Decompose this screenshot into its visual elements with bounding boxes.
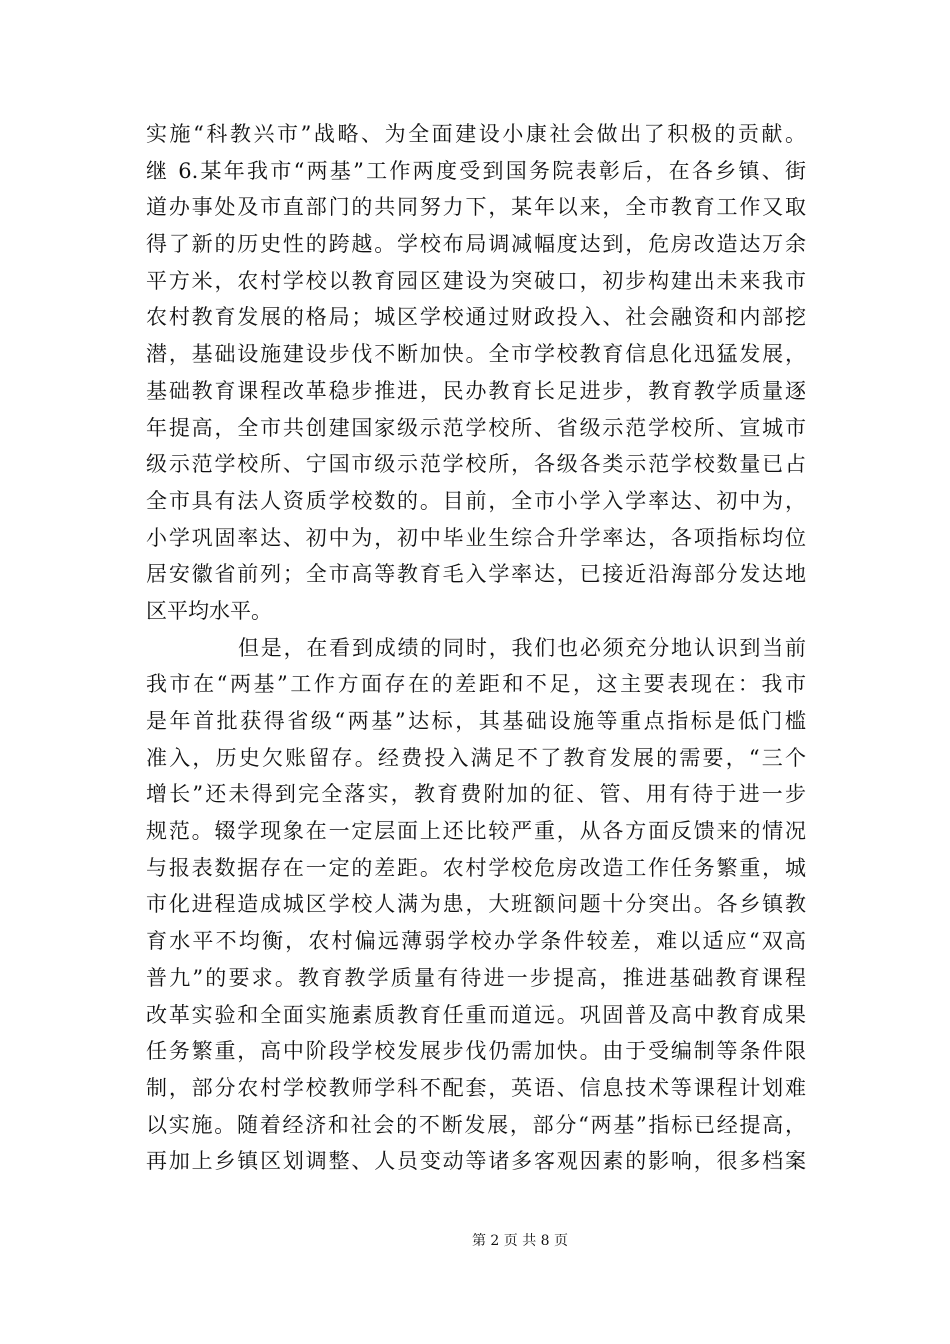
text-line: 规范。辍学现象在一定层面上还比较严重，从各方面反馈来的情况 [146, 819, 806, 844]
text-line: 道办事处及市直部门的共同努力下，某年以来，全市教育工作又取 [146, 195, 806, 220]
text-line: 居安徽省前列；全市高等教育毛入学率达，已接近沿海部分发达地 [146, 562, 806, 587]
text-line: 与报表数据存在一定的差距。农村学校危房改造工作任务繁重，城 [146, 855, 806, 880]
text-line: 增长”还未得到完全落实，教育费附加的征、管、用有待于进一步 [146, 782, 806, 807]
text-line: 小学巩固率达、初中为，初中毕业生综合升学率达，各项指标均位 [146, 525, 806, 550]
document-body [146, 116, 806, 1180]
text-line: 普九”的要求。教育教学质量有待进一步提高，推进基础教育课程 [146, 965, 806, 990]
text-line: 全市具有法人资质学校数的。目前，全市小学入学率达、初中为， [146, 488, 806, 513]
text-line: 再加上乡镇区划调整、人员变动等诸多客观因素的影响，很多档案 [146, 1149, 806, 1174]
text-line: 市化进程造成城区学校人满为患，大班额问题十分突出。各乡镇教 [146, 892, 806, 917]
text-line: 但是，在看到成绩的同时，我们也必须充分地认识到当前 [238, 635, 806, 660]
text-line: 潜，基础设施建设步伐不断加快。全市学校教育信息化迅猛发展， [146, 342, 806, 367]
text-line: 基础教育课程改革稳步推进，民办教育长足进步，教育教学质量逐 [146, 378, 806, 403]
text-line: 得了新的历史性的跨越。学校布局调减幅度达到，危房改造达万余 [146, 232, 806, 257]
text-line: 平方米，农村学校以教育园区建设为突破口，初步构建出未来我市 [146, 268, 806, 293]
page-number: 第 2 页 共 8 页 [471, 1233, 569, 1249]
text-line: 实施“科教兴市”战略、为全面建设小康社会做出了积极的贡献。 [146, 122, 806, 146]
text-line: 制，部分农村学校教师学科不配套，英语、信息技术等课程计划难 [146, 1075, 806, 1100]
text-line: 任务繁重，高中阶段学校发展步伐仍需加快。由于受编制等条件限 [146, 1039, 806, 1064]
text-line: 我市在“两基”工作方面存在的差距和不足，这主要表现在：我市 [146, 672, 806, 697]
text-line: 改革实验和全面实施素质教育任重而道远。巩固普及高中教育成果 [146, 1002, 806, 1027]
text-line: 育水平不均衡，农村偏远薄弱学校办学条件较差，难以适应“双高 [146, 929, 806, 954]
text-line: 是年首批获得省级“两基”达标，其基础设施等重点指标是低门槛 [146, 709, 806, 733]
text-line: 以实施。随着经济和社会的不断发展，部分“两基”指标已经提高， [146, 1112, 806, 1137]
text-line: 年提高，全市共创建国家级示范学校所、省级示范学校所、宣城市 [146, 415, 806, 440]
text-line: 继 6.某年我市“两基”工作两度受到国务院表彰后，在各乡镇、街 [146, 158, 806, 183]
text-line: 准入，历史欠账留存。经费投入满足不了教育发展的需要，“三个 [146, 745, 806, 770]
text-line: 区平均水平。 [146, 598, 272, 623]
paragraph-achievements [146, 116, 806, 630]
paragraph-shortcomings [146, 630, 806, 1180]
text-line: 农村教育发展的格局；城区学校通过财政投入、社会融资和内部挖 [146, 305, 806, 330]
text-line: 级示范学校所、宁国市级示范学校所，各级各类示范学校数量已占 [146, 452, 806, 477]
